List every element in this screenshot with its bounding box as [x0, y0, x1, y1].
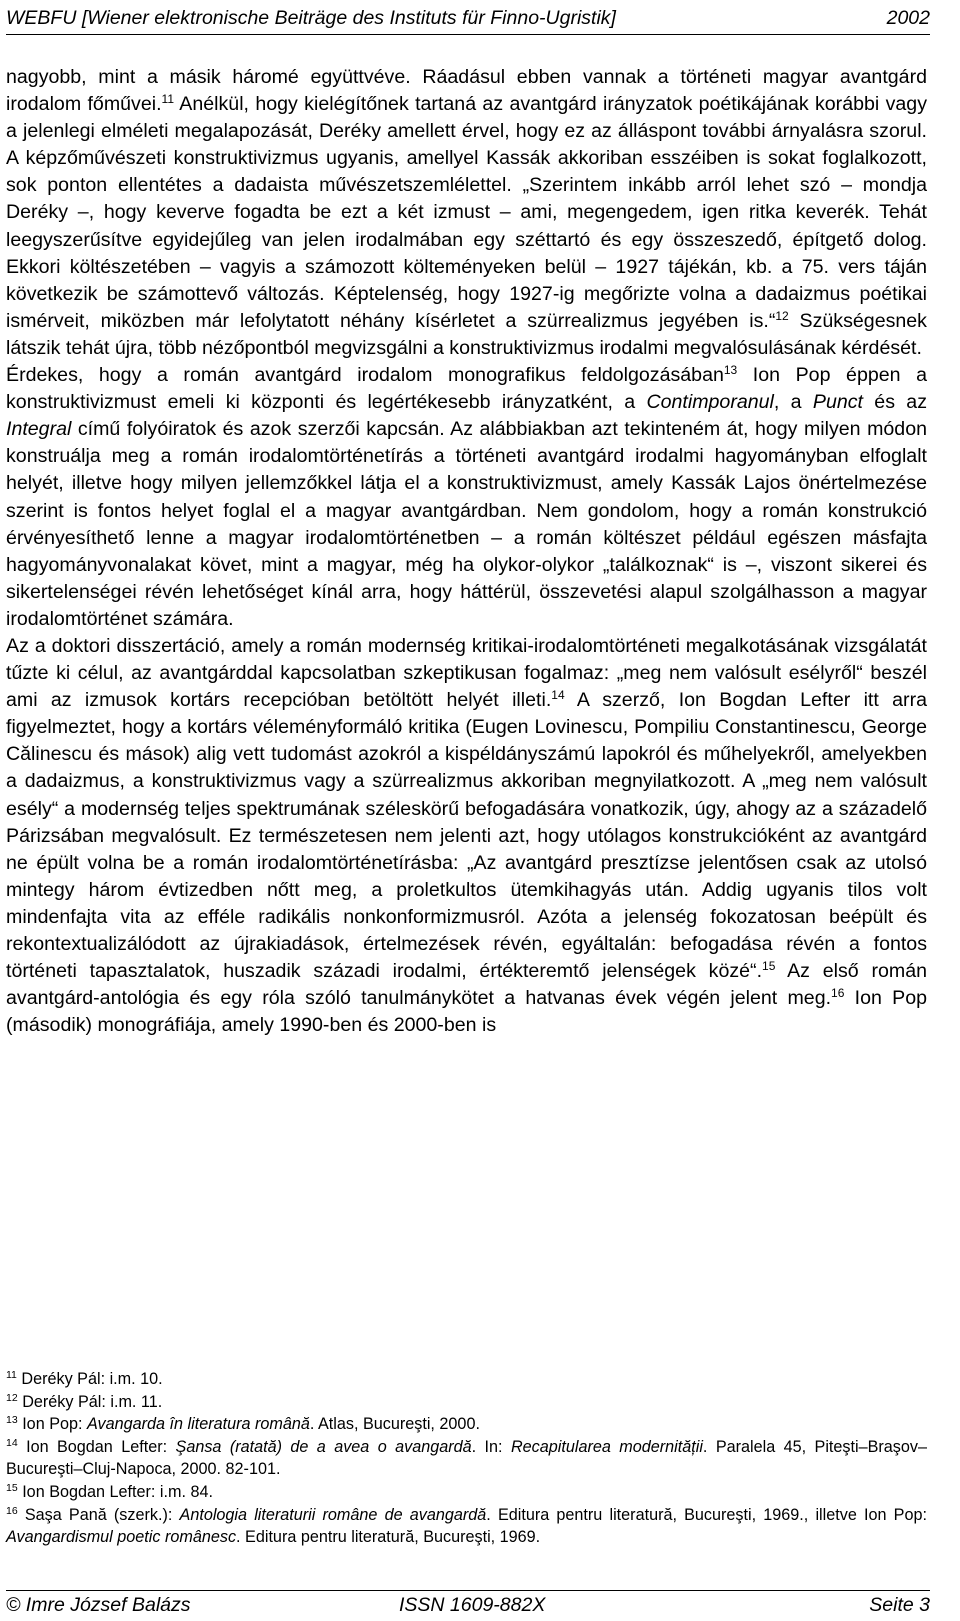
footnote-text: . Editura pentru literatură, Bucureşti, 1969. [236, 1528, 541, 1547]
copyright-author: © Imre József Balázs [6, 1594, 191, 1616]
text-run: Ion Pop éppen a konstruktivizmust emeli ki központi és legértékesebb irányzatként, a [6, 364, 927, 414]
footnote-text: . Editura pentru literatură, Bucureşti, 1969., illetve Ion Pop: [486, 1505, 927, 1524]
footnote-number: 11 [6, 1369, 17, 1381]
footnote-12 [6, 1391, 927, 1414]
footnote-ref-16[interactable]: 16 [831, 986, 845, 1001]
text-run: Anélkül, hogy kielégítőnek tartaná az avantgárd irányzatok poétikájának korábbi vagy a jelenlegi elméleti megalapozását, Deréky amellett érvel, hogy ez az álláspont további árnyalásra szorul. A képzőművészeti konstruktivizmus ugyanis, amellyel Kassák akkoriban esszéiben is sokat foglalkozott, sok ponton ellentétes a dadaista művészetszemlélettel. „Szerintem inkább arról lehet szó – mondja Deréky –, hogy keverve fogadta be ezt a két izmust – ami, megengedem, igen ritka keverék. Tehát leegyszerűsítve egyidejűleg van jelen irodalmában egy széttartó és egy összeszedő, építgető dolog. Ekkori költészetében – vagyis a számozott költeményeken belül – 1927 tájékán, kb. a 75. vers táján következik be számottevő változás. Képtelenség, hogy 1927-ig megőrizte volna a dadaizmus poétikai ismérveit, miközben már lefolytatott néhány kísérletet a szürrealizmus jegyében is.“ [6, 93, 927, 332]
issn: ISSN 1609-882X [399, 1594, 546, 1616]
paragraph-1 [6, 64, 927, 362]
footnote-text: Ion Bogdan Lefter: [26, 1437, 176, 1456]
footnote-number: 16 [6, 1504, 18, 1517]
journal-name-integral: Integral [6, 418, 72, 441]
journal-name-punct: Punct [812, 391, 863, 414]
footnote-number: 14 [6, 1436, 18, 1449]
paragraph-2 [6, 362, 927, 633]
footnote-number: 15 [6, 1481, 18, 1494]
footnote-text: Saşa Pană (szerk.): [24, 1505, 180, 1524]
footnote-title: Avangardismul poetic românesc [6, 1528, 237, 1547]
footnote-title: Avangarda în literatura română [87, 1415, 310, 1434]
text-run: , a [773, 391, 813, 414]
footnote-14 [6, 1436, 927, 1481]
footnote-text: Deréky Pál: i.m. 10. [21, 1370, 163, 1388]
footnote-number: 13 [6, 1414, 18, 1427]
page-footer [6, 1590, 930, 1619]
footnote-ref-13[interactable]: 13 [723, 363, 738, 378]
text-run: Az első román avantgárd-antológia és egy róla szóló tanulmánykötet a hatvanas évek végén jelent meg. [6, 960, 927, 1010]
page-header [6, 4, 930, 35]
footnotes [6, 1368, 927, 1549]
text-run: Szükségesnek látszik tehát újra, több nézőpontból megvizsgálni a konstruktivizmus irodalmi megvalósulásának kérdését. [6, 309, 927, 359]
footnote-text: . Paralela 45, Piteşti–Braşov–Bucureşti–Cluj-Napoca, 2000. 82-101. [6, 1437, 927, 1479]
main-text [6, 64, 927, 1039]
footnote-13 [6, 1413, 927, 1436]
footnote-16 [6, 1504, 927, 1549]
footnote-text: Deréky Pál: i.m. 11. [22, 1392, 163, 1411]
journal-title: WEBFU [Wiener elektronische Beiträge des Instituts für Finno-Ugristik] [6, 7, 616, 29]
text-run: A szerző, Ion Bogdan Lefter itt arra figyelmeztet, hogy a kortárs véleményformáló kritika (Eugen Lovinescu, Pompiliu Constantinescu, George Călinescu és mások) alig vett tudomást azokról a kispéldányszámú lapokról és műhelyekről, amelyekben a dadaizmus, a konstruktivizmus vagy a szürrealizmus akkoriban megnyilatkozott. A „meg nem valósult esély“ a modernség teljes spektrumának széleskörű befogadására vonatkozik, úgy, ahogy az a századelő Párizsában megvalósult. Ez természetesen nem jelenti azt, hogy utólagos konstrukcióként az avantgárd ne épült volna be a román irodalomtörténetírásba: „Az avantgárd presztízse jelentősen csak az utolsó mintegy három évtizedben nőtt meg, a proletkultos ütemkihagyás után. Addig ugyanis tilos volt mindenfajta vita az efféle radikális nonkonformizmusról. Azóta a jelenség fokozatosan beépült és rekontextualizálódott az újrakiadások, értelmezések révén, egyáltalán: befogadása révén a fontos történeti tapasztalatok, huszadik századi irodalmi, értékteremtő jelenségek közé“. [6, 689, 927, 983]
footnote-text: Ion Pop: [22, 1415, 87, 1434]
text-run: nagyobb, mint a másik háromé együttvéve. Ráadásul ebben vannak a történeti magyar avantgárd irodalom főművei. [6, 66, 927, 116]
footnote-text: Ion Bogdan Lefter: i.m. 84. [22, 1482, 213, 1501]
footnote-ref-12[interactable]: 12 [775, 308, 789, 323]
journal-name-contimporanul: Contimporanul [646, 391, 774, 414]
footnote-11 [6, 1368, 927, 1391]
text-run: és az [862, 391, 927, 414]
footnote-text: . Atlas, Bucureşti, 2000. [309, 1415, 480, 1434]
text-run: Érdekes, hogy a román avantgárd irodalom monografikus feldolgozásában [6, 364, 724, 387]
header-year: 2002 [886, 7, 930, 29]
text-run: Az a doktori disszertáció, amely a román modernség kritikai-irodalomtörténeti megalkotásának vizsgálatát tűzte ki célul, az avantgárddal kapcsolatban szkeptikusan fogalmaz: „meg nem valósult esélyről“ beszél ami az izmusok kortárs recepcióban betöltött helyét illeti. [6, 634, 927, 712]
text-run: Ion Pop (második) monográfiája, amely 1990-ben és 2000-ben is [6, 987, 927, 1037]
footnote-ref-11[interactable]: 11 [161, 92, 175, 107]
footnote-ref-15[interactable]: 15 [762, 959, 776, 974]
text-run: című folyóiratok és azok szerzői kapcsán. Az alábbiakban azt tekinteném át, hogy milyen módon konstruálja meg a román irodalomtörténetírás a történeti avantgárd irodalmi hagyományban elfoglalt helyét, illetve hogy milyen jellemzőkkel látja el a konstruktivizmust, amely Kassák Lajos önértelmezése szerint is fontos helyet foglal el a magyar avantgárdban. Nem gondolom, hogy a román konstrukció érvényesíthető lenne a magyar irodalomtörténetben – a román költészet például egészen másfajta hagyományvonalakat követ, mint a magyar, még ha olykor-olykor „találkoznak“ is –, viszont sikerei és sikertelenségei révén lehetőséget kínál arra, hogy háttérül, összevetési alapul szolgálhasson a magyar irodalomtörténet számára. [6, 418, 927, 630]
footnote-ref-14[interactable]: 14 [551, 688, 565, 703]
paragraph-3 [6, 633, 927, 1039]
footnote-15 [6, 1481, 927, 1504]
page-number: Seite 3 [869, 1594, 930, 1616]
footnote-title: Şansa (ratată) de a avea o avangardă [175, 1437, 472, 1456]
footnote-number: 12 [6, 1391, 18, 1404]
footnote-title: Antologia literaturii române de avangardă [179, 1505, 487, 1524]
footnote-title: Recapitularea modernității [510, 1437, 703, 1456]
footnote-text: . In: [471, 1437, 511, 1456]
